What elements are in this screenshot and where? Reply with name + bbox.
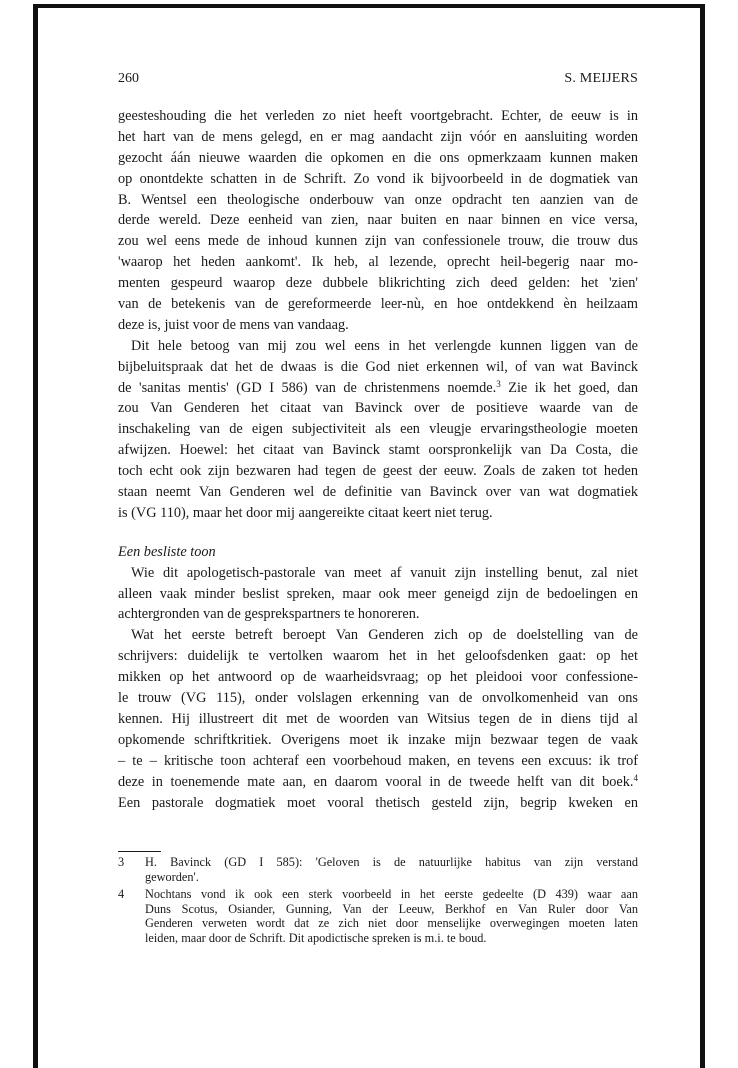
text-line: afwijzen. Hoewel: het citaat van Bavinck stamt oorspronkelijk van Da Costa, die (118, 442, 638, 459)
paragraph (118, 563, 638, 626)
paragraph (118, 625, 638, 813)
text-line: zou wel eens mede de inhoud kunnen zijn van confessionele trouw, die trouw dus (118, 233, 638, 250)
text-line: menten gespeurd waarop deze dubbele blikrichting zich deed gelden: het 'zien' (118, 275, 638, 292)
page-header (118, 71, 638, 89)
footnote-rule (118, 851, 161, 852)
footnote-number: 3 (118, 855, 125, 869)
text-line: bijbeluitspraak dat het de dwaas is die God niet erkennen wil, of van wat Bavinck (118, 358, 638, 375)
paragraph (118, 106, 638, 336)
paragraph (118, 336, 638, 524)
running-head: S. MEIJERS (564, 71, 638, 86)
text-line: Een pastorale dogmatiek moet vooral thetisch gesteld zijn, begrip kweken en (118, 794, 638, 811)
footnote-reference: 3 (496, 378, 501, 389)
footnote-line: Duns Scotus, Osiander, Gunning, Van der Leeuw, Berkhof en Van Ruler door Van (145, 901, 638, 916)
footnote-line: geworden'. (145, 869, 199, 884)
footnote-line: H. Bavinck (GD I 585): 'Geloven is de natuurlijke habitus van zijn verstand (145, 855, 638, 869)
text-line: geesteshouding die het verleden zo niet heeft voortgebracht. Echter, de eeuw is in (118, 108, 638, 124)
text-line: kennen. Hij illustreert dit met de woorden van Witsius tegen de in diens tijd al (118, 710, 638, 727)
scan-border-top (33, 4, 705, 8)
text-line (118, 772, 638, 793)
text-line: het hart van de mens gelegd, en er mag aandacht zijn vóór en aansluiting worden (118, 128, 638, 145)
text-segment: deze in toenemende mate aan, en daarom vooral in de tweede helft van dit boek. (118, 773, 634, 790)
scan-border-right (700, 4, 705, 1068)
section-heading: Een besliste toon (118, 543, 216, 560)
footnote-number: 4 (118, 887, 125, 902)
page-number: 260 (118, 71, 139, 86)
text-line: van de betekenis van de gereformeerde leer-nù, en hoe ontdekkend èn heilzaam (118, 296, 638, 313)
text-line: B. Wentsel een theologische onderbouw van onze opdracht ten aanzien van de (118, 191, 638, 208)
footnote-line: Genderen verweten wordt dat ze zich niet door menselijke overwegingen moeten laten (145, 916, 638, 931)
text-line: Dit hele betoog van mij zou wel eens in het verlengde kunnen liggen van de (131, 337, 638, 354)
section-gap (118, 524, 638, 542)
text-line: inschakeling van de eigen subjectiviteit als een vleugje ervaringstheologie moeten (118, 421, 638, 438)
text-line: zou Van Genderen het citaat van Bavinck over de positieve waarde van de (118, 400, 638, 417)
text-line: is (VG 110), maar het door mij aangereikte citaat keert niet terug. (118, 504, 493, 521)
text-segment: de 'sanitas mentis' (GD I 586) van de christenmens noemde. (118, 379, 497, 396)
text-line: derde wereld. Deze eenheid van zien, naar buiten en naar binnen en vice versa, (118, 212, 638, 229)
body-text (118, 106, 638, 813)
footnote-reference: 4 (633, 772, 638, 783)
text-line: achtergronden van de gesprekspartners te honoreren. (118, 606, 420, 623)
text-line: opkomende schriftkritiek. Overigens moet ik inzake mijn bezwaar tegen de vaak (118, 731, 638, 748)
text-line: Wat het eerste betreft beroept Van Genderen zich op de doelstelling van de (131, 627, 638, 644)
text-line: gezocht áán nieuwe waarden die opkomen en die ons opmerkzaam kunnen maken (118, 149, 638, 166)
text-line: – te – kritische toon achteraf een voorbehoud maken, en tevens een excuus: ik trof (118, 752, 638, 769)
text-line: deze is, juist voor de mens van vandaag. (118, 316, 349, 333)
text-line: schrijvers: duidelijk te vertolken waarom het in het geloofsdenken gaat: op het (118, 648, 638, 665)
text-line: op onontdekte schatten in de Schrift. Zo vond ik bijvoorbeeld in de dogmatiek van (118, 170, 638, 187)
text-line: mikken op het antwoord op de waarheidsvraag; op het pleidooi voor confessione- (118, 669, 638, 686)
text-line: toch echt ook zijn bezwaren had tegen de geest der eeuw. Zoals de zaken tot heden (118, 463, 638, 480)
footnote-line: Nochtans vond ik ook een sterk voorbeeld in het eerste gedeelte (D 439) waar aan (145, 887, 638, 902)
text-segment: Zie ik het goed, dan (500, 379, 638, 396)
text-line: 'waarop het heden aankomt'. Ik heb, al lezende, oprecht heil-begerig naar mo- (118, 254, 638, 271)
text-line: alleen vaak minder beslist spreken, maar ook meer geneigd zijn de bedoelingen en (118, 585, 638, 602)
text-line: le trouw (VG 115), onder volslagen erkenning van de onvolkomenheid van ons (118, 690, 638, 707)
text-line: Wie dit apologetisch-pastorale van meet af vanuit zijn instelling benut, zal niet (131, 564, 638, 581)
scan-border-left (33, 4, 38, 1068)
footnotes (118, 855, 638, 949)
text-line (118, 378, 638, 399)
footnote (118, 855, 638, 884)
text-line: staan neemt Van Genderen wel de definitie van Bavinck over van wat dogmatiek (118, 484, 638, 501)
footnote-line: leiden, maar door de Schrift. Dit apodictische spreken is m.i. te boud. (145, 930, 487, 945)
footnote (118, 887, 638, 945)
